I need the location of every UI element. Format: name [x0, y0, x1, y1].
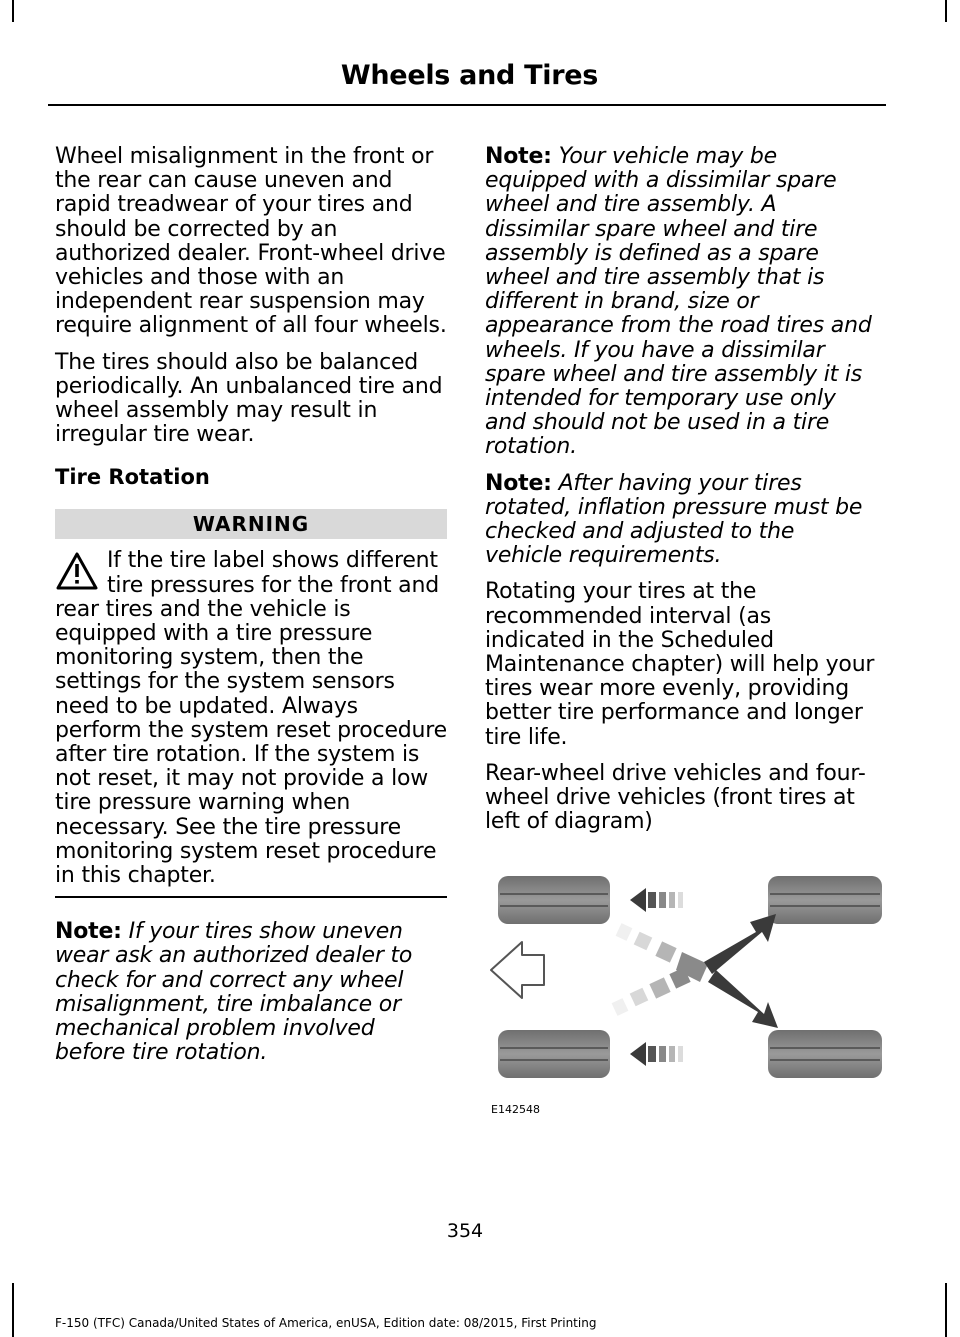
warning-triangle-icon: [55, 551, 99, 591]
note-text: If your tires show uneven wear ask an authorized dealer to check for and correct any wheel misalignment, tire imbalance or mechanical problem involved before tire rotation.: [55, 919, 413, 1066]
page-title: Wheels and Tires: [340, 60, 598, 91]
note-label: Note:: [485, 470, 552, 496]
note: [485, 472, 877, 569]
dark-arrow-down: [708, 970, 778, 1028]
faded-arrow-bottom: [630, 1042, 683, 1066]
footer-text: F-150 (TFC) Canada/United States of America, enUSA, Edition date: 08/2015, First Printing: [55, 1316, 597, 1330]
crop-mark: [12, 1283, 14, 1337]
diagram-code: E142548: [491, 1103, 540, 1116]
paragraph: The tires should also be balanced periodically. An unbalanced tire and wheel assembly may result in irregular tire wear.: [55, 349, 443, 448]
warning-text: If the tire label shows different tire pressures for the front and rear tires and the vehicle is equipped with a tire pressure monitoring system, then the settings for the system sensors need to be updated. Always perform the system reset procedure after tire rotation. If the system is not reset, it may not provide a low tire pressure warning when necessary. See the tire pressure monitoring system reset procedure in this chapter.: [55, 548, 447, 889]
right-column: [485, 145, 877, 846]
crop-mark: [945, 1283, 947, 1337]
note-text: Your vehicle may be equipped with a dissimilar spare wheel and tire assembly. A dissimilar spare wheel and tire assembly is defined as a spare wheel and tire assembly that is different in brand, size or appearance from the road tires and wheels. If you have a dissimilar spare wheel and tire assembly it is intended for temporary use only and should not be used in a tire rotation.: [485, 144, 872, 460]
header-rule: [48, 104, 886, 106]
tire-rotation-diagram: [486, 870, 886, 1120]
faded-arrow-top: [630, 888, 683, 912]
warning-bar: WARNING: [55, 509, 447, 539]
note: [485, 145, 877, 460]
warning-body: [55, 549, 447, 888]
crop-mark: [12, 0, 14, 22]
direction-arrow-icon: [491, 942, 544, 998]
tire-front-right: [498, 1030, 610, 1078]
paragraph: Rotating your tires at the recommended interval (as indicated in the Scheduled Maintenance chapter) will help your tires wear more evenly, providing better tire performance and longer tire life.: [485, 579, 875, 750]
faded-diagonal-upper: [616, 923, 708, 982]
warning-rule: [55, 896, 447, 898]
faded-diagonal-lower: [612, 967, 691, 1016]
paragraph: Wheel misalignment in the front or the rear can cause uneven and rapid treadwear of your tires and should be corrected by an authorized dealer. Front-wheel drive vehicles and those with an independent rear suspension may require alignment of all four wheels.: [55, 144, 447, 339]
dark-arrow-up: [704, 914, 776, 974]
tire-rear-left: [768, 876, 882, 924]
note-label: Note:: [55, 919, 122, 945]
note-label: Note:: [485, 144, 552, 169]
page-number: 354: [446, 1220, 484, 1242]
section-heading: Tire Rotation: [55, 465, 210, 490]
note: [55, 920, 447, 1065]
crop-mark: [945, 0, 947, 22]
paragraph: Rear-wheel drive vehicles and four-wheel drive vehicles (front tires at left of diagram): [485, 760, 866, 835]
note-text: After having your tires rotated, inflation pressure must be checked and adjusted to the vehicle requirements.: [485, 470, 863, 569]
tire-front-left: [498, 876, 610, 924]
left-column: [55, 145, 447, 1078]
tire-rear-right: [768, 1030, 882, 1078]
